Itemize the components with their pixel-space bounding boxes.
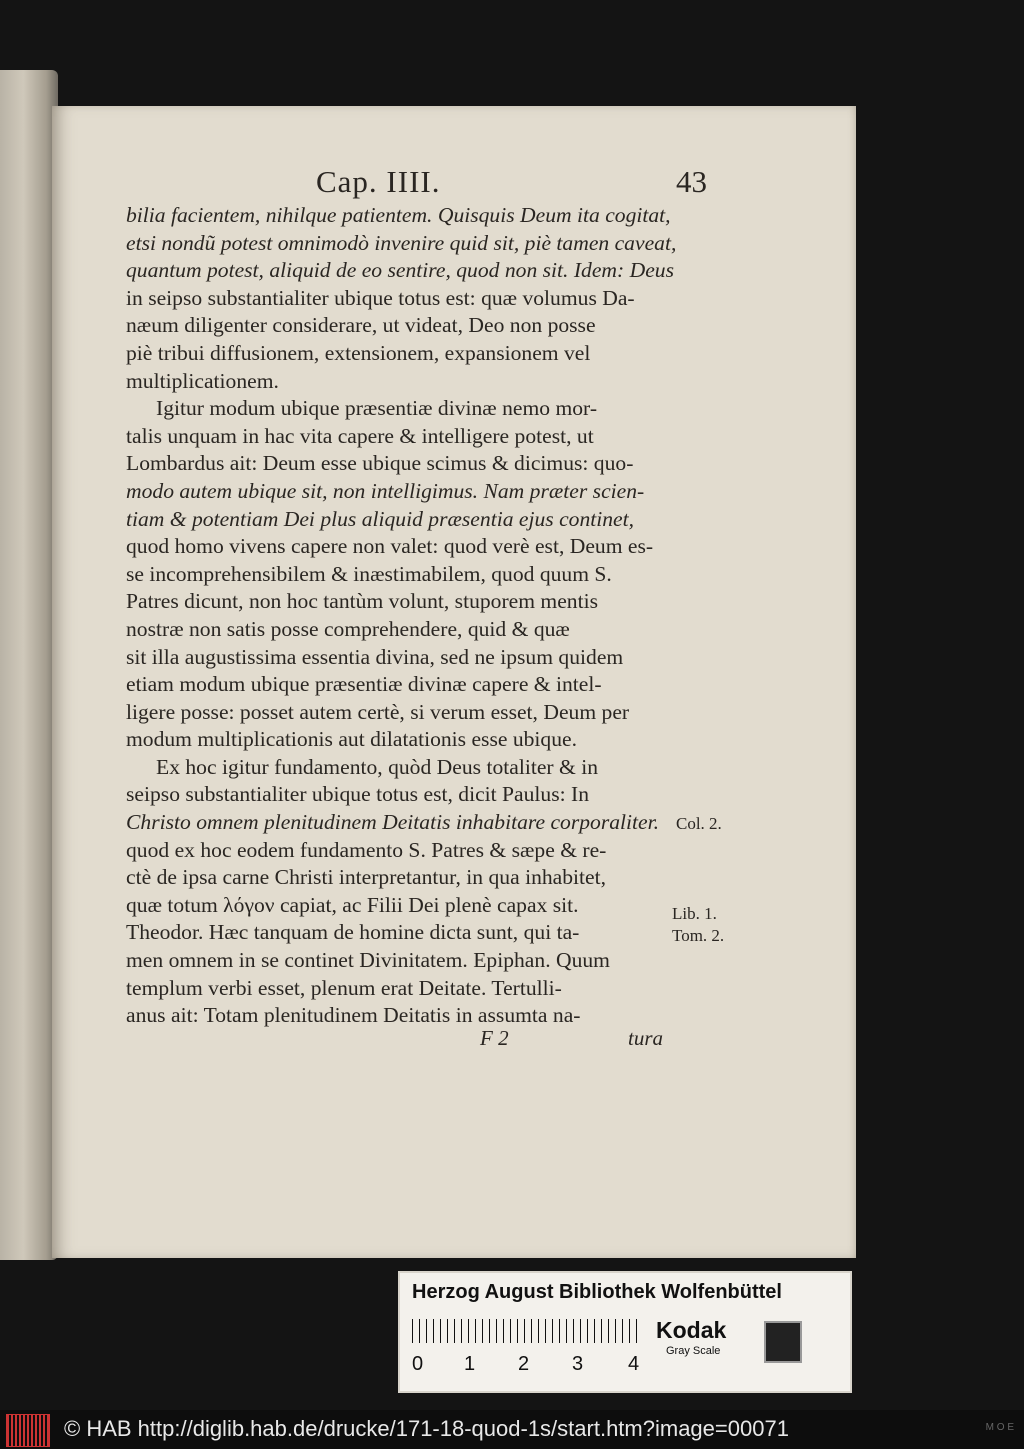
- text-line: quod homo vivens capere non valet: quod verè est, Deum es-: [126, 534, 654, 559]
- gray-scale-label: Gray Scale: [666, 1345, 721, 1357]
- text-line: quantum potest, aliquid de eo sentire, quod non sit. Idem: Deus: [126, 258, 674, 283]
- page-footer: [52, 1026, 856, 1056]
- text-line: modum multiplicationis aut dilatationis esse ubique.: [126, 727, 578, 752]
- bottom-bar: [0, 1410, 1024, 1449]
- copyright-link[interactable]: © HAB http://diglib.hab.de/drucke/171-18-quod-1s/start.htm?image=00071: [64, 1416, 789, 1441]
- ruler-labels: [408, 1353, 648, 1379]
- text-line: etsi nondũ potest omnimodò invenire quid sit, piè tamen caveat,: [126, 230, 677, 255]
- text-line: ligere posse: posset autem certè, si verum esset, Deum per: [126, 699, 630, 724]
- text-line: bilia facientem, nihilque patientem. Quisquis Deum ita cogitat,: [126, 203, 671, 227]
- text-line: Ex hoc igitur fundamento, quòd Deus totaliter & in: [156, 754, 598, 779]
- margin-note-col: Col. 2.: [676, 814, 722, 833]
- margin-note-tom: Tom. 2.: [672, 926, 725, 945]
- signature-mark: F 2: [480, 1026, 509, 1050]
- text-line: etiam modum ubique præsentiæ divinæ capere & intel-: [126, 672, 602, 697]
- text-line: ctè de ipsa carne Christi interpretantur, in qua inhabitet,: [126, 865, 607, 890]
- kodak-logo: Kodak: [656, 1317, 727, 1343]
- text-line: Igitur modum ubique præsentiæ divinæ nemo mor-: [156, 396, 598, 421]
- text-line: se incomprehensibilem & inæstimabilem, quod quum S.: [126, 561, 612, 586]
- text-line: men omnem in se continet Divinitatem. Epiphan. Quum: [126, 948, 610, 973]
- barcode-logo-icon: [6, 1414, 50, 1447]
- text-line: Lombardus ait: Deum esse ubique scimus & dicimus: quo-: [126, 451, 634, 476]
- ruler-label: 3: [572, 1353, 584, 1375]
- text-line: in seipso substantialiter ubique totus est: quæ volumus Da-: [126, 285, 635, 310]
- text-line: multiplicationem.: [126, 368, 279, 393]
- book-page: [52, 106, 856, 1258]
- text-line: tiam & potentiam Dei plus aliquid præsentia ejus continet,: [126, 506, 635, 531]
- library-color-card: [398, 1271, 852, 1393]
- ruler-label: 0: [412, 1353, 424, 1375]
- text-line: Christo omnem plenitudinem Deitatis inhabitare corporaliter.: [126, 810, 660, 835]
- catchword: tura: [628, 1026, 664, 1050]
- text-line: piè tribui diffusionem, extensionem, expansionem vel: [126, 340, 591, 365]
- text-line: anus ait: Totam plenitudinem Deitatis in assumta na-: [126, 1003, 581, 1028]
- corner-mark: M O E: [985, 1422, 1014, 1433]
- text-line: Patres dicunt, non hoc tantùm volunt, stuporem mentis: [126, 589, 599, 614]
- ruler-label: 4: [628, 1353, 640, 1375]
- library-name: Herzog August Bibliothek Wolfenbüttel: [412, 1281, 782, 1303]
- body-text: [126, 202, 750, 1030]
- text-line: nostræ non satis posse comprehendere, quid & quæ: [126, 616, 570, 641]
- text-line: talis unquam in hac vita capere & intelligere potest, ut: [126, 423, 594, 448]
- text-line: Theodor. Hæc tanquam de homine dicta sunt, qui ta-: [126, 920, 580, 945]
- text-line: seipso substantialiter ubique totus est, dicit Paulus: In: [126, 782, 590, 807]
- page-number: 43: [676, 164, 707, 199]
- previous-page-edge: [0, 70, 58, 1260]
- text-line: modo autem ubique sit, non intelligimus. Nam præter scien-: [126, 478, 645, 503]
- chapter-heading: Cap. IIII.: [316, 164, 441, 199]
- text-line: næum diligenter considerare, ut videat, Deo non posse: [126, 313, 596, 338]
- gray-swatch: [764, 1321, 802, 1363]
- text-line: sit illa augustissima essentia divina, sed ne ipsum quidem: [126, 644, 624, 669]
- margin-note-lib: Lib. 1.: [672, 904, 717, 923]
- ruler-label: 2: [518, 1353, 530, 1375]
- text-line: quod ex hoc eodem fundamento S. Patres & sæpe & re-: [126, 837, 607, 862]
- page-header: [52, 164, 856, 204]
- text-line: quæ totum λόγον capiat, ac Filii Dei plenè capax sit.: [126, 892, 579, 917]
- ruler-label: 1: [464, 1353, 476, 1375]
- text-line: templum verbi esset, plenum erat Deitate. Tertulli-: [126, 975, 562, 1000]
- scale-ruler: [412, 1319, 638, 1343]
